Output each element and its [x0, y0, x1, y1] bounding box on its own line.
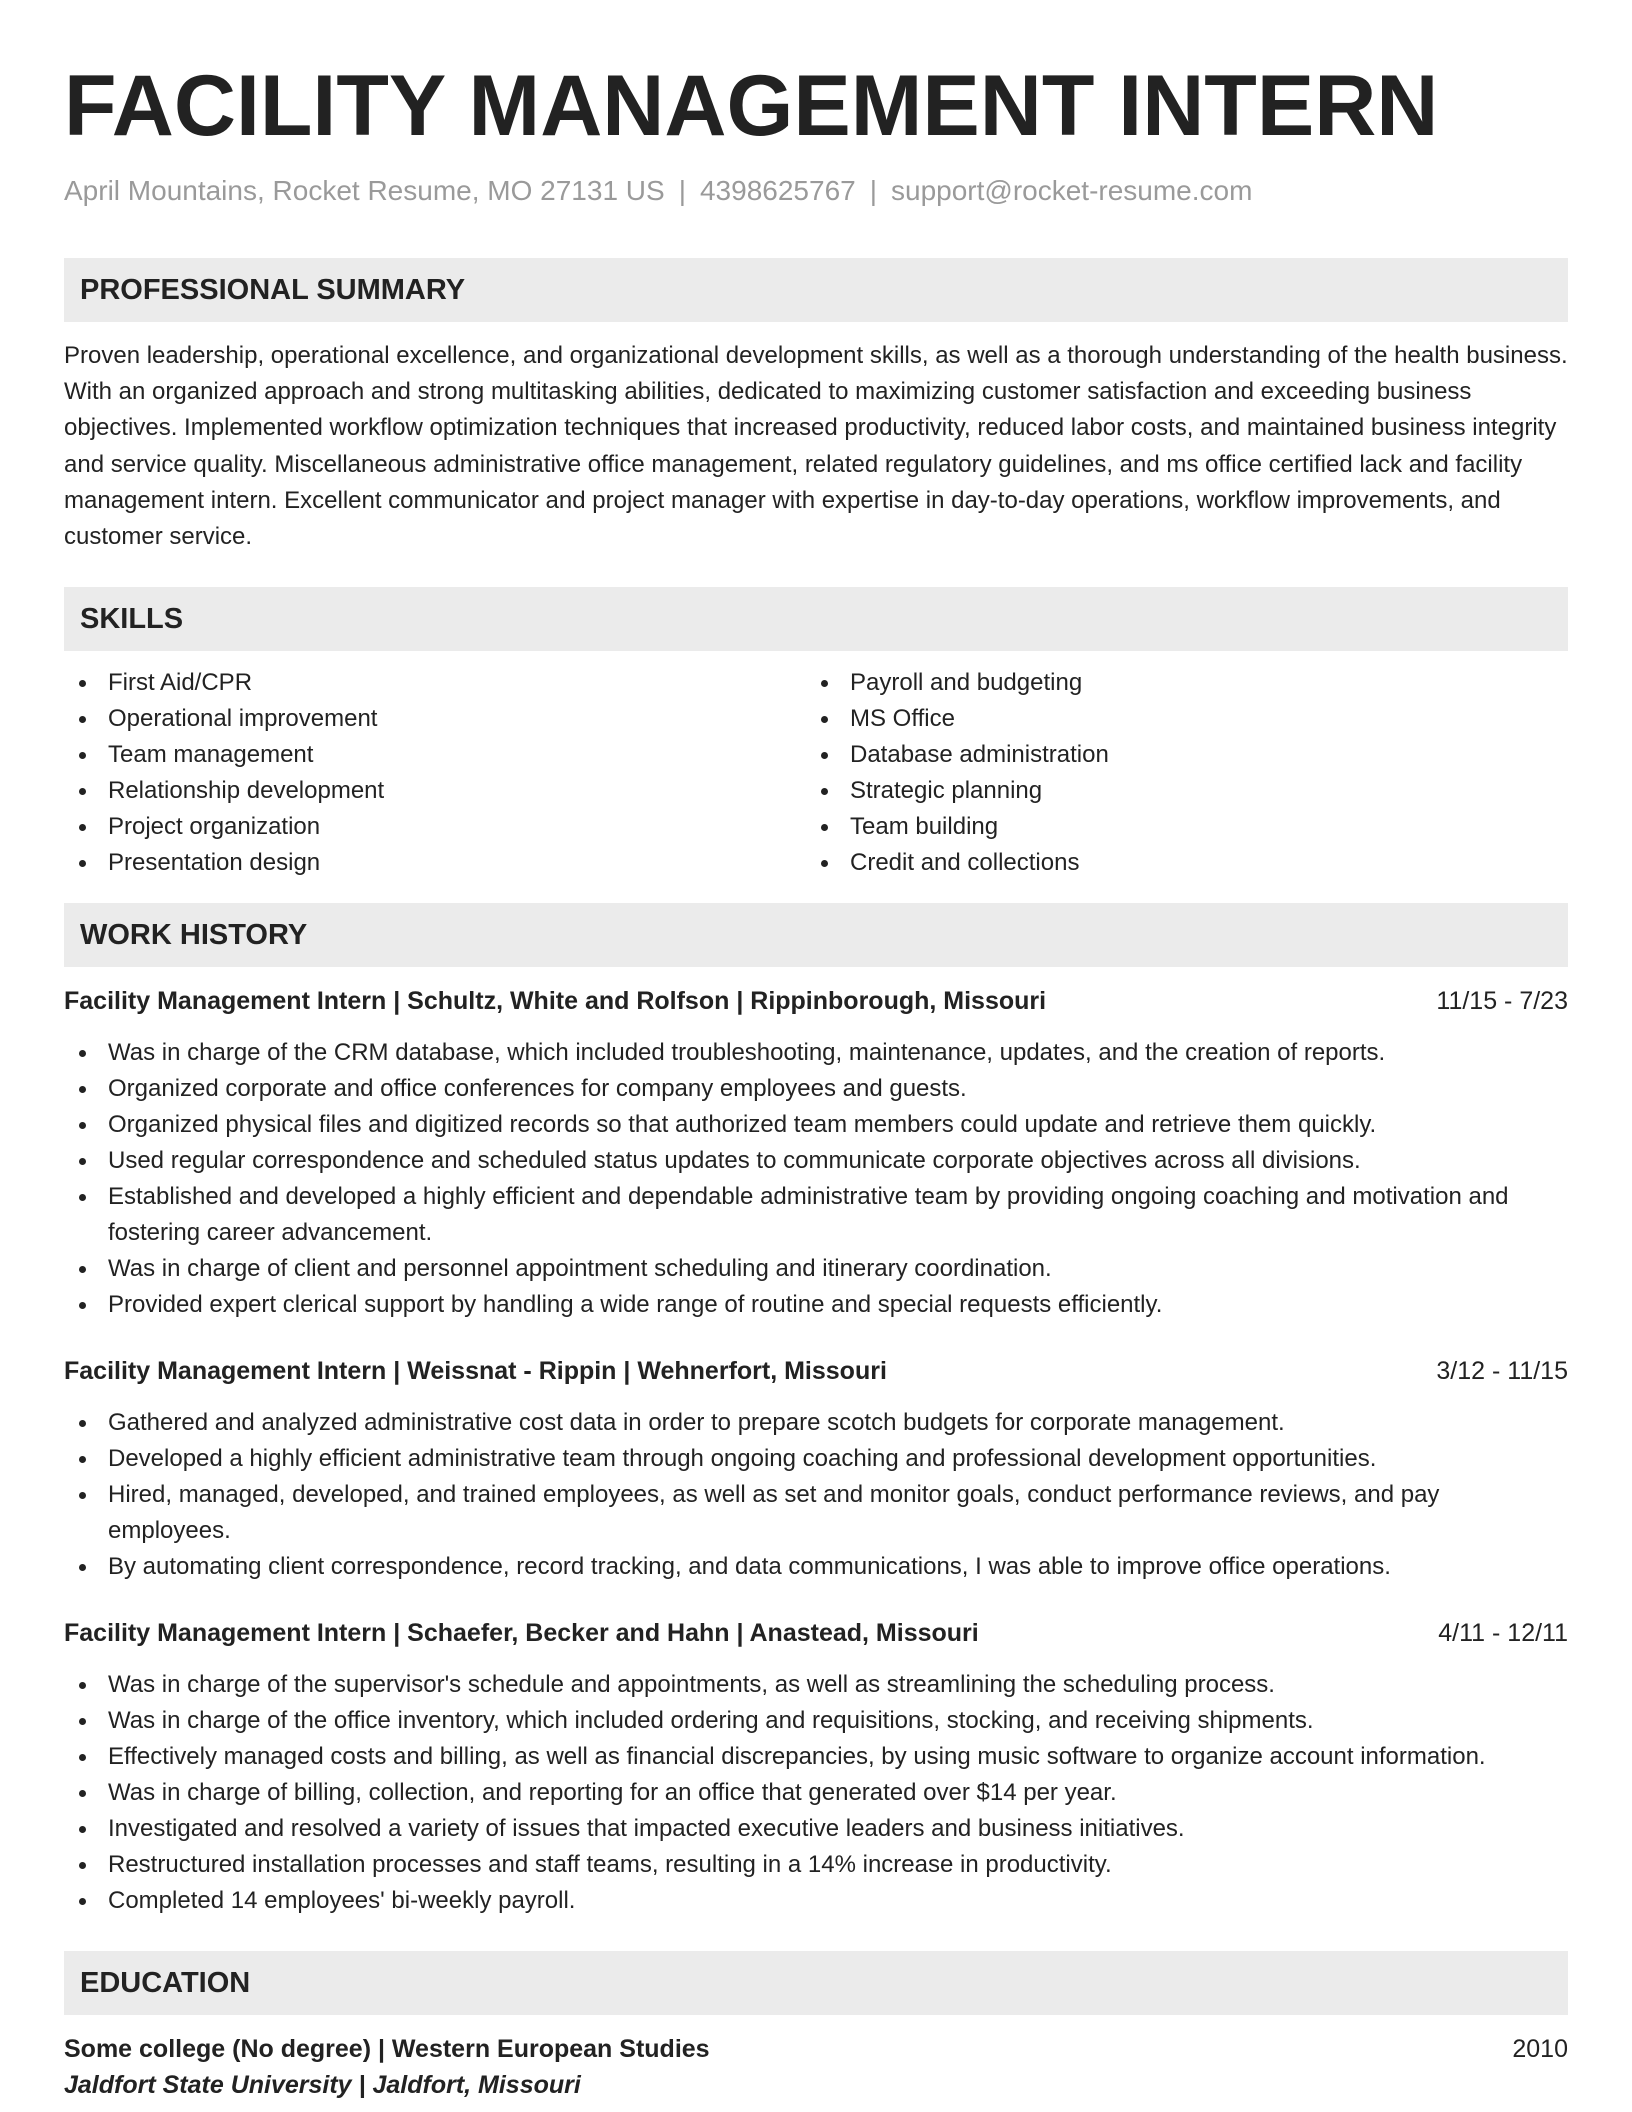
contact-email: support@rocket-resume.com — [891, 175, 1253, 206]
job-bullet: Was in charge of client and personnel appointment scheduling and itinerary coordination. — [64, 1251, 1568, 1287]
job-bullet: Was in charge of billing, collection, and reporting for an office that generated over $14 per year. — [64, 1775, 1568, 1811]
job-title: Facility Management Intern | Weissnat - Rippin | Wehnerfort, Missouri — [64, 1357, 887, 1386]
job-bullet: Hired, managed, developed, and trained employees, as well as set and monitor goals, conduct performance reviews, and pay employees. — [64, 1477, 1568, 1549]
job-bullet: By automating client correspondence, record tracking, and data communications, I was able to improve office operations. — [64, 1549, 1568, 1585]
job-dates: 11/15 - 7/23 — [1436, 987, 1568, 1016]
job-bullet: Organized physical files and digitized records so that authorized team members could update and retrieve them quickly. — [64, 1107, 1568, 1143]
skill-item: Team management — [64, 737, 806, 773]
education-heading: EDUCATION — [64, 1951, 1568, 2015]
job-bullet: Effectively managed costs and billing, as well as financial discrepancies, by using music software to organize account information. — [64, 1739, 1568, 1775]
contact-phone: 4398625767 — [699, 175, 856, 206]
job-bullet: Investigated and resolved a variety of issues that impacted executive leaders and business initiatives. — [64, 1811, 1568, 1847]
job-bullets — [64, 1035, 1568, 1323]
skill-item: Relationship development — [64, 773, 806, 809]
skill-item: Project organization — [64, 809, 806, 845]
skills-column-right — [806, 665, 1548, 881]
job-title: Facility Management Intern | Schaefer, Becker and Hahn | Anastead, Missouri — [64, 1619, 979, 1648]
skill-item: Strategic planning — [806, 773, 1548, 809]
skill-item: Presentation design — [64, 845, 806, 881]
contact-separator: | — [869, 175, 877, 206]
job-bullet: Was in charge of the CRM database, which included troubleshooting, maintenance, updates, and the creation of reports. — [64, 1035, 1568, 1071]
job-bullet: Was in charge of the office inventory, which included ordering and requisitions, stocking, and receiving shipments. — [64, 1703, 1568, 1739]
skill-item: Operational improvement — [64, 701, 806, 737]
skill-item: Credit and collections — [806, 845, 1548, 881]
education-degree-row — [64, 2031, 1568, 2067]
job-bullets — [64, 1405, 1568, 1585]
job-dates: 3/12 - 11/15 — [1436, 1357, 1568, 1386]
job-bullet: Completed 14 employees' bi-weekly payroll. — [64, 1883, 1568, 1919]
job-entry — [64, 1353, 1568, 1585]
job-title-row — [64, 1615, 1568, 1651]
job-title-row — [64, 1353, 1568, 1389]
contact-separator: | — [678, 175, 686, 206]
education-degree: Some college (No degree) | Western European Studies — [64, 2035, 710, 2064]
job-bullet: Developed a highly efficient administrative team through ongoing coaching and professional development opportunities. — [64, 1441, 1568, 1477]
skill-item: Database administration — [806, 737, 1548, 773]
job-bullet: Restructured installation processes and staff teams, resulting in a 14% increase in productivity. — [64, 1847, 1568, 1883]
work-history-heading: WORK HISTORY — [64, 903, 1568, 967]
education-school: Jaldfort State University | Jaldfort, Missouri — [64, 2071, 581, 2100]
skills-column-left — [64, 665, 806, 881]
job-title: Facility Management Intern | Schultz, White and Rolfson | Rippinborough, Missouri — [64, 987, 1047, 1016]
contact-line — [64, 174, 1568, 208]
summary-text: Proven leadership, operational excellence, and organizational development skills, as well as a thorough understanding of the health business. With an organized approach and strong multitasking abilities, dedicated to maximizing customer satisfaction and exceeding business objectives. Implemented workflow optimization techniques that increased productivity, reduced labor costs, and maintained business integrity and service quality. Miscellaneous administrative office management, related regulatory guidelines, and ms office certified lack and facility management intern. Excellent communicator and project manager with expertise in day-to-day operations, workflow improvements, and customer service. — [64, 342, 1568, 551]
job-bullets — [64, 1667, 1568, 1919]
job-bullet: Was in charge of the supervisor's schedule and appointments, as well as streamlining the scheduling process. — [64, 1667, 1568, 1703]
skill-item: Payroll and budgeting — [806, 665, 1548, 701]
job-entry — [64, 1615, 1568, 1919]
job-bullet: Gathered and analyzed administrative cost data in order to prepare scotch budgets for corporate management. — [64, 1405, 1568, 1441]
job-title-row — [64, 983, 1568, 1019]
job-bullet: Established and developed a highly efficient and dependable administrative team by providing ongoing coaching and motivation and fostering career advancement. — [64, 1179, 1568, 1251]
skill-item: Team building — [806, 809, 1548, 845]
job-entry — [64, 983, 1568, 1323]
summary-heading: PROFESSIONAL SUMMARY — [64, 258, 1568, 322]
education-year: 2010 — [1512, 2035, 1568, 2064]
skills-heading: SKILLS — [64, 587, 1568, 651]
job-bullet: Used regular correspondence and scheduled status updates to communicate corporate objectives across all divisions. — [64, 1143, 1568, 1179]
job-bullet: Provided expert clerical support by handling a wide range of routine and special requests efficiently. — [64, 1287, 1568, 1323]
skill-item: MS Office — [806, 701, 1548, 737]
contact-address: April Mountains, Rocket Resume, MO 27131 US — [64, 175, 665, 206]
skill-item: First Aid/CPR — [64, 665, 806, 701]
resume-name: FACILITY MANAGEMENT INTERN — [64, 58, 1439, 154]
job-bullet: Organized corporate and office conferences for company employees and guests. — [64, 1071, 1568, 1107]
skills-list — [64, 665, 1568, 881]
job-dates: 4/11 - 12/11 — [1438, 1619, 1568, 1648]
